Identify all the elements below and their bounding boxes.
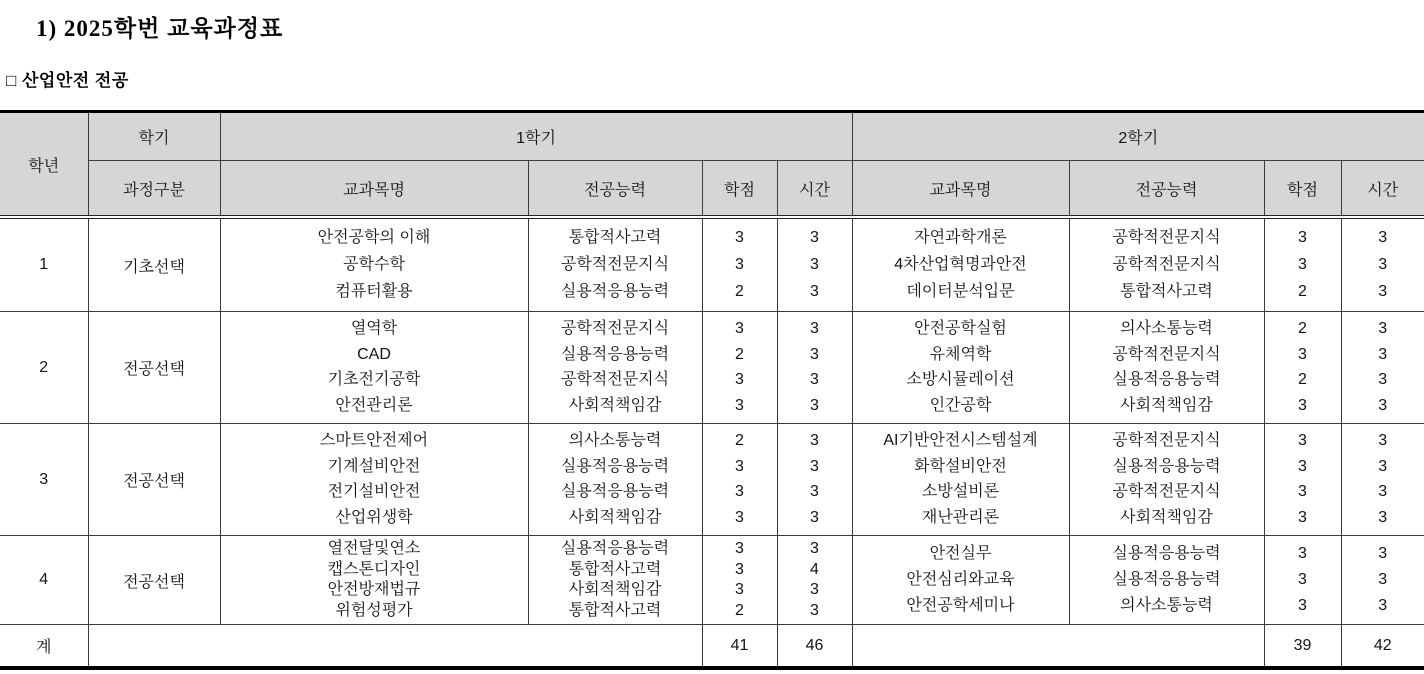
table-row-year-1 <box>0 217 1424 312</box>
sem2-competencies <box>1069 217 1264 312</box>
total-empty-sem2 <box>852 625 1264 669</box>
sem1-course-names <box>220 536 528 625</box>
course-name: 캡스톤디자인 <box>327 560 421 578</box>
sem1-competencies-stack <box>529 536 702 624</box>
hours-value: 3 <box>810 432 819 450</box>
total-sem1-credits: 41 <box>702 625 777 669</box>
competency-value: 공학적전문지식 <box>560 320 670 338</box>
year-cell: 2 <box>0 312 88 424</box>
sem2-course-names-stack <box>853 312 1069 423</box>
competency-value: 공학적전문지식 <box>1112 483 1221 501</box>
credits-value: 3 <box>1298 229 1307 246</box>
division-cell: 전공선택 <box>88 536 220 625</box>
sem2-competencies <box>1069 536 1264 625</box>
sem1-hours <box>777 536 852 625</box>
table-header <box>0 112 1424 218</box>
competency-value: 실용적응용능력 <box>1112 571 1221 588</box>
sem2-course-names-stack <box>853 219 1069 311</box>
credits-value: 3 <box>1298 508 1307 526</box>
course-name: 안전심리와교육 <box>906 571 1015 588</box>
competency-value: 통합적사고력 <box>1120 283 1213 300</box>
sem1-credits-stack <box>703 219 777 311</box>
total-row <box>0 625 1424 669</box>
sem2-course-names-stack <box>853 536 1069 624</box>
competency-value: 사회적책임감 <box>568 396 662 414</box>
sem1-hours-stack <box>778 312 852 423</box>
curriculum-table-body <box>0 217 1424 625</box>
hours-value: 3 <box>1378 371 1388 389</box>
hours-value: 3 <box>1378 396 1388 414</box>
sem2-course-names <box>852 536 1069 625</box>
sem2-course-names-stack <box>853 424 1069 535</box>
course-name: 소방시뮬레이션 <box>906 371 1015 389</box>
course-name: 위험성평가 <box>335 602 413 620</box>
competency-value: 공학적전문지식 <box>560 371 670 389</box>
hours-value: 3 <box>810 508 819 526</box>
hours-value: 3 <box>1378 283 1388 300</box>
sem1-credits <box>702 217 777 312</box>
sem2-credits-stack <box>1265 219 1341 311</box>
course-name: AI기반안전시스템설계 <box>883 432 1038 450</box>
course-name: 컴퓨터활용 <box>335 283 413 300</box>
header-course-name-sem1: 교과목명 <box>220 161 528 218</box>
table-footer <box>0 625 1424 669</box>
header-hours-sem1: 시간 <box>777 161 852 218</box>
total-sem1-hours: 46 <box>777 625 852 669</box>
sem2-hours-stack <box>1342 312 1424 423</box>
sem1-competencies-stack <box>529 424 702 535</box>
competency-value: 실용적응용능력 <box>560 483 670 501</box>
course-name: 전기설비안전 <box>327 483 421 501</box>
sem1-hours <box>777 424 852 536</box>
hours-value: 3 <box>1378 457 1388 475</box>
credits-value: 2 <box>1298 320 1307 338</box>
competency-value: 실용적응용능력 <box>1112 545 1221 562</box>
competency-value: 통합적사고력 <box>568 560 662 578</box>
course-name: 화학설비안전 <box>914 457 1007 475</box>
sem2-hours <box>1341 536 1424 625</box>
competency-value: 사회적책임감 <box>1120 396 1213 414</box>
curriculum-table <box>0 110 1424 670</box>
hours-value: 3 <box>1378 571 1388 588</box>
sem1-competencies <box>528 312 702 424</box>
credits-value: 3 <box>735 508 744 526</box>
sem1-course-names-stack <box>221 312 528 423</box>
header-competency-sem2: 전공능력 <box>1069 161 1264 218</box>
division-cell: 전공선택 <box>88 312 220 424</box>
competency-value: 통합적사고력 <box>568 229 662 246</box>
sem1-hours-stack <box>778 424 852 535</box>
competency-value: 공학적전문지식 <box>1112 345 1221 363</box>
sem1-credits-stack <box>703 312 777 423</box>
hours-value: 3 <box>1378 345 1388 363</box>
header-row-2 <box>0 161 1424 218</box>
hours-value: 3 <box>810 256 819 273</box>
page-title: 1) 2025학번 교육과정표 <box>36 16 284 41</box>
credits-value: 3 <box>735 371 744 389</box>
hours-value: 3 <box>1378 229 1388 246</box>
hours-value: 3 <box>1378 545 1388 562</box>
sem1-hours <box>777 217 852 312</box>
competency-value: 공학적전문지식 <box>1112 229 1221 246</box>
header-division: 과정구분 <box>88 161 220 218</box>
sem1-credits <box>702 312 777 424</box>
sem2-competencies-stack <box>1070 536 1264 624</box>
header-semester: 학기 <box>88 112 220 161</box>
competency-value: 실용적응용능력 <box>560 345 670 363</box>
header-competency-sem1: 전공능력 <box>528 161 702 218</box>
sem1-competencies <box>528 217 702 312</box>
sem2-hours <box>1341 312 1424 424</box>
hours-value: 4 <box>810 560 819 578</box>
sem1-course-names-stack <box>221 424 528 535</box>
hours-value: 3 <box>1378 256 1388 273</box>
credits-value: 2 <box>1298 371 1307 389</box>
header-semester1: 1학기 <box>220 112 852 161</box>
sem2-hours <box>1341 217 1424 312</box>
competency-value: 공학적전문지식 <box>560 256 670 273</box>
course-name: 소방설비론 <box>921 483 1000 501</box>
sem1-competencies <box>528 424 702 536</box>
hours-value: 3 <box>1378 508 1388 526</box>
sem1-competencies-stack <box>529 219 702 311</box>
course-name: 안전공학의 이해 <box>317 229 431 246</box>
hours-value: 3 <box>810 371 819 389</box>
sem2-credits-stack <box>1265 424 1341 535</box>
credits-value: 3 <box>735 229 744 246</box>
competency-value: 실용적응용능력 <box>560 457 670 475</box>
sem2-hours-stack <box>1342 424 1424 535</box>
competency-value: 통합적사고력 <box>568 602 662 620</box>
credits-value: 3 <box>1298 256 1307 273</box>
division-cell: 기초선택 <box>88 217 220 312</box>
credits-value: 3 <box>1298 457 1307 475</box>
total-sem2-hours: 42 <box>1341 625 1424 669</box>
header-course-name-sem2: 교과목명 <box>852 161 1069 218</box>
credits-value: 3 <box>735 320 744 338</box>
hours-value: 3 <box>810 345 819 363</box>
sem2-competencies <box>1069 312 1264 424</box>
course-name: 안전공학실험 <box>914 320 1007 338</box>
hours-value: 3 <box>810 483 819 501</box>
sem2-hours-stack <box>1342 219 1424 311</box>
competency-value: 실용적응용능력 <box>560 283 670 300</box>
credits-value: 3 <box>735 396 744 414</box>
header-row-1 <box>0 112 1424 161</box>
credits-value: 3 <box>735 483 744 501</box>
sem1-credits-stack <box>703 536 777 624</box>
sem2-course-names <box>852 217 1069 312</box>
course-name: 인간공학 <box>929 396 992 414</box>
course-name: 자연과학개론 <box>914 229 1007 246</box>
header-year: 학년 <box>0 112 88 218</box>
sem2-credits <box>1264 217 1341 312</box>
sem1-course-names <box>220 424 528 536</box>
total-label: 계 <box>0 625 88 669</box>
sem1-course-names-stack <box>221 219 528 311</box>
hours-value: 3 <box>1378 432 1388 450</box>
header-hours-sem2: 시간 <box>1341 161 1424 218</box>
sem2-credits <box>1264 424 1341 536</box>
sem2-competencies <box>1069 424 1264 536</box>
competency-value: 사회적책임감 <box>1120 508 1213 526</box>
credits-value: 2 <box>735 283 744 300</box>
credits-value: 3 <box>735 539 744 557</box>
competency-value: 의사소통능력 <box>1120 597 1213 614</box>
sem1-hours-stack <box>778 219 852 311</box>
table-row-year-3 <box>0 424 1424 536</box>
hours-value: 3 <box>1378 483 1388 501</box>
header-semester2: 2학기 <box>852 112 1424 161</box>
sem2-course-names <box>852 312 1069 424</box>
sem2-credits-stack <box>1265 536 1341 624</box>
competency-value: 사회적책임감 <box>568 508 662 526</box>
division-cell: 전공선택 <box>88 424 220 536</box>
course-name: 산업위생학 <box>335 508 413 526</box>
course-name: 안전공학세미나 <box>906 597 1015 614</box>
credits-value: 3 <box>1298 483 1307 501</box>
competency-value: 실용적응용능력 <box>1112 457 1221 475</box>
course-name: 기초전기공학 <box>327 371 421 389</box>
credits-value: 3 <box>735 457 744 475</box>
course-name: 스마트안전제어 <box>319 432 429 450</box>
course-name: CAD <box>357 345 391 363</box>
sem1-hours-stack <box>778 536 852 624</box>
competency-value: 의사소통능력 <box>568 432 662 450</box>
hours-value: 3 <box>810 320 819 338</box>
header-credits-sem1: 학점 <box>702 161 777 218</box>
credits-value: 2 <box>735 345 744 363</box>
course-name: 열전달및연소 <box>327 539 421 557</box>
sem2-credits-stack <box>1265 312 1341 423</box>
sem1-course-names <box>220 312 528 424</box>
course-name: 데이터분석입문 <box>906 283 1015 300</box>
year-cell: 3 <box>0 424 88 536</box>
credits-value: 3 <box>1298 545 1307 562</box>
header-credits-sem2: 학점 <box>1264 161 1341 218</box>
sem1-hours <box>777 312 852 424</box>
credits-value: 3 <box>735 560 744 578</box>
credits-value: 3 <box>1298 396 1307 414</box>
competency-value: 실용적응용능력 <box>560 539 670 557</box>
sem2-credits <box>1264 312 1341 424</box>
course-name: 재난관리론 <box>921 508 1000 526</box>
sem1-competencies-stack <box>529 312 702 423</box>
credits-value: 2 <box>735 432 744 450</box>
competency-value: 실용적응용능력 <box>1112 371 1221 389</box>
total-sem2-credits: 39 <box>1264 625 1341 669</box>
sem2-competencies-stack <box>1070 312 1264 423</box>
sem2-hours <box>1341 424 1424 536</box>
sem2-course-names <box>852 424 1069 536</box>
sem1-credits <box>702 536 777 625</box>
hours-value: 3 <box>810 229 819 246</box>
competency-value: 사회적책임감 <box>568 581 662 599</box>
credits-value: 3 <box>735 581 744 599</box>
section-heading-major: □ 산업안전 전공 <box>6 71 129 90</box>
sem1-course-names <box>220 217 528 312</box>
hours-value: 3 <box>810 581 819 599</box>
course-name: 기계설비안전 <box>327 457 421 475</box>
total-empty-sem1 <box>88 625 702 669</box>
course-name: 안전실무 <box>929 545 992 562</box>
course-name: 4차산업혁명과안전 <box>894 256 1027 273</box>
sem2-competencies-stack <box>1070 424 1264 535</box>
credits-value: 2 <box>735 602 744 620</box>
credits-value: 3 <box>1298 597 1307 614</box>
table-row-year-4 <box>0 536 1424 625</box>
sem1-course-names-stack <box>221 536 528 624</box>
sem1-credits-stack <box>703 424 777 535</box>
hours-value: 3 <box>810 396 819 414</box>
hours-value: 3 <box>810 602 819 620</box>
credits-value: 3 <box>1298 345 1307 363</box>
sem2-hours-stack <box>1342 536 1424 624</box>
credits-value: 3 <box>1298 571 1307 588</box>
hours-value: 3 <box>1378 597 1388 614</box>
sem2-credits <box>1264 536 1341 625</box>
hours-value: 3 <box>1378 320 1388 338</box>
competency-value: 공학적전문지식 <box>1112 432 1221 450</box>
hours-value: 3 <box>810 457 819 475</box>
credits-value: 3 <box>1298 432 1307 450</box>
year-cell: 1 <box>0 217 88 312</box>
hours-value: 3 <box>810 283 819 300</box>
course-name: 안전관리론 <box>335 396 413 414</box>
credits-value: 2 <box>1298 283 1307 300</box>
year-cell: 4 <box>0 536 88 625</box>
competency-value: 의사소통능력 <box>1120 320 1213 338</box>
table-row-year-2 <box>0 312 1424 424</box>
sem1-credits <box>702 424 777 536</box>
course-name: 공학수학 <box>343 256 405 273</box>
sem1-competencies <box>528 536 702 625</box>
course-name: 안전방재법규 <box>327 581 421 599</box>
sem2-competencies-stack <box>1070 219 1264 311</box>
credits-value: 3 <box>735 256 744 273</box>
course-name: 유체역학 <box>929 345 992 363</box>
hours-value: 3 <box>810 539 819 557</box>
competency-value: 공학적전문지식 <box>1112 256 1221 273</box>
course-name: 열역학 <box>350 320 398 338</box>
